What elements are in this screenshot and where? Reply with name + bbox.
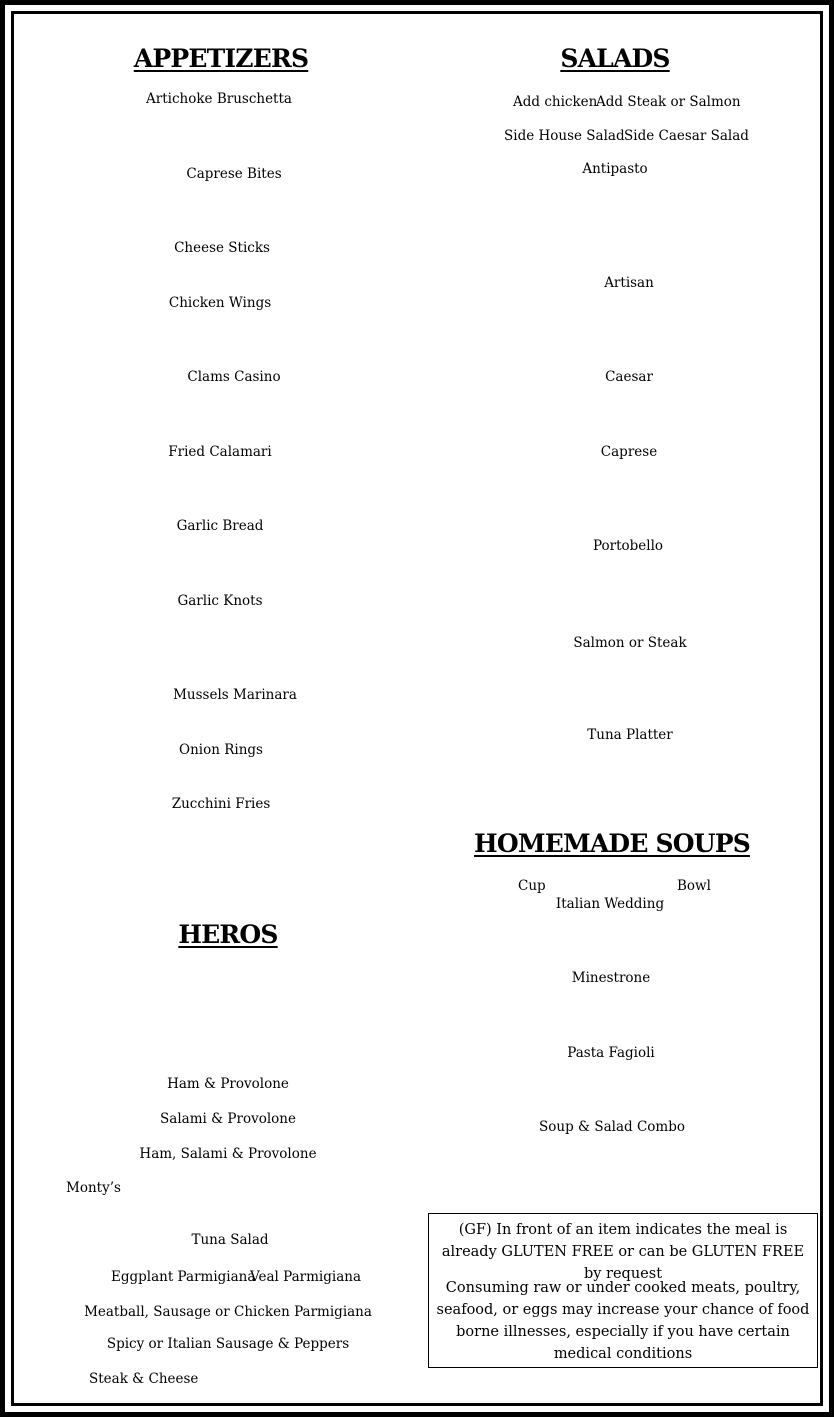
salad-add-chicken: Add chicken bbox=[513, 94, 598, 110]
menu-item-clams-casino: Clams Casino bbox=[187, 369, 281, 385]
side-caesar-salad: Side Caesar Salad bbox=[624, 128, 749, 144]
menu-item-zucchini-fries: Zucchini Fries bbox=[171, 796, 271, 812]
menu-item-ham-salami-provolone: Ham, Salami & Provolone bbox=[139, 1146, 317, 1162]
menu-item-pasta-fagioli: Pasta Fagioli bbox=[567, 1045, 655, 1061]
menu-item-steak-cheese: Steak & Cheese bbox=[89, 1371, 199, 1387]
side-house-salad: Side House Salad bbox=[504, 128, 625, 144]
menu-item-soup-salad-combo: Soup & Salad Combo bbox=[539, 1119, 685, 1135]
menu-item-meatball-sausage-chicken-parm: Meatball, Sausage or Chicken Parmigiana bbox=[84, 1304, 372, 1320]
menu-item-salmon-or-steak: Salmon or Steak bbox=[573, 635, 687, 651]
menu-item-caesar: Caesar bbox=[605, 369, 653, 385]
appetizers-heading: APPETIZERS bbox=[133, 44, 309, 73]
menu-item-caprese-bites: Caprese Bites bbox=[186, 166, 282, 182]
menu-item-artichoke-bruschetta: Artichoke Bruschetta bbox=[146, 91, 292, 107]
soups-heading: HOMEMADE SOUPS bbox=[474, 829, 750, 858]
menu-item-mussels-marinara: Mussels Marinara bbox=[173, 687, 297, 703]
soup-cup-label: Cup bbox=[518, 878, 546, 894]
gluten-free-notice: (GF) In front of an item indicates the meal is already GLUTEN FREE or can be GLUTEN FREE by request bbox=[441, 1222, 805, 1282]
menu-item-cheese-sticks: Cheese Sticks bbox=[174, 240, 270, 256]
menu-item-sausage-peppers: Spicy or Italian Sausage & Peppers bbox=[106, 1336, 350, 1352]
menu-item-montys: Monty’s bbox=[66, 1180, 121, 1196]
menu-item-tuna-salad: Tuna Salad bbox=[191, 1232, 269, 1248]
menu-item-onion-rings: Onion Rings bbox=[179, 742, 263, 758]
menu-item-eggplant-parmigiana: Eggplant Parmigiana bbox=[111, 1269, 256, 1285]
menu-item-portobello: Portobello bbox=[592, 538, 664, 554]
heros-heading: HEROS bbox=[178, 920, 278, 949]
menu-item-minestrone: Minestrone bbox=[571, 970, 651, 986]
soup-bowl-label: Bowl bbox=[677, 878, 711, 894]
menu-item-antipasto: Antipasto bbox=[582, 161, 648, 177]
menu-item-italian-wedding: Italian Wedding bbox=[555, 896, 665, 912]
menu-item-salami-provolone: Salami & Provolone bbox=[160, 1111, 296, 1127]
raw-food-warning: Consuming raw or under cooked meats, poultry, seafood, or eggs may increase your chance of food borne illnesses, especially if you have certain medical conditions bbox=[436, 1280, 810, 1362]
menu-item-garlic-bread: Garlic Bread bbox=[176, 518, 264, 534]
salad-add-steak-salmon: Add Steak or Salmon bbox=[596, 94, 741, 110]
menu-item-tuna-platter: Tuna Platter bbox=[587, 727, 673, 743]
menu-item-fried-calamari: Fried Calamari bbox=[168, 444, 272, 460]
menu-inner-border bbox=[11, 11, 823, 1406]
menu-item-artisan: Artisan bbox=[604, 275, 654, 291]
salads-heading: SALADS bbox=[560, 44, 670, 73]
menu-item-chicken-wings: Chicken Wings bbox=[168, 295, 272, 311]
menu-item-caprese: Caprese bbox=[600, 444, 658, 460]
menu-item-veal-parmigiana: Veal Parmigiana bbox=[250, 1269, 362, 1285]
menu-item-garlic-knots: Garlic Knots bbox=[177, 593, 263, 609]
allergen-notice-box bbox=[428, 1213, 818, 1368]
menu-item-ham-provolone: Ham & Provolone bbox=[167, 1076, 289, 1092]
